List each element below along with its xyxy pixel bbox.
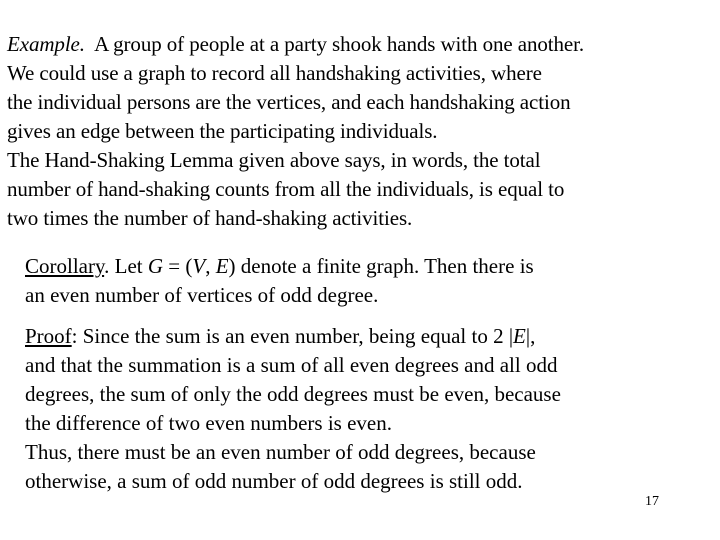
proof-line: otherwise, a sum of odd number of odd degrees is still odd. <box>25 469 523 493</box>
corollary-line: an even number of vertices of odd degree. <box>25 283 379 307</box>
var-e: E <box>513 324 526 348</box>
proof-text: : Since the sum is an even number, being equal to 2 | <box>71 324 514 348</box>
proof-text: |, <box>525 324 536 348</box>
proof-line: the difference of two even numbers is even. <box>25 411 392 435</box>
corollary-text: = ( <box>163 254 193 278</box>
proof-paragraph <box>25 322 715 496</box>
example-line: We could use a graph to record all handshaking activities, where <box>7 61 542 85</box>
page-number: 17 <box>645 494 659 509</box>
proof-line <box>25 322 715 351</box>
lemma-line: The Hand-Shaking Lemma given above says, in words, the total <box>7 148 541 172</box>
corollary-text: ) denote a finite graph. Then there is <box>228 254 534 278</box>
proof-line: degrees, the sum of only the odd degrees must be even, because <box>25 382 561 406</box>
example-line: the individual persons are the vertices, and each handshaking action <box>7 90 571 114</box>
lemma-line: two times the number of hand-shaking activities. <box>7 206 413 230</box>
corollary-label: Corollary <box>25 254 105 278</box>
example-label: Example. <box>7 32 85 56</box>
proof-line: Thus, there must be an even number of odd degrees, because <box>25 440 536 464</box>
var-g: G <box>147 254 164 278</box>
var-v: V <box>192 254 206 278</box>
corollary-text: . Let <box>104 254 148 278</box>
proof-label: Proof <box>25 324 72 348</box>
example-line: gives an edge between the participating individuals. <box>7 119 438 143</box>
corollary-paragraph <box>25 252 705 310</box>
corollary-line <box>25 252 705 281</box>
example-line <box>7 30 719 59</box>
corollary-text: , <box>205 254 216 278</box>
lemma-line: number of hand-shaking counts from all the individuals, is equal to <box>7 177 565 201</box>
proof-line: and that the summation is a sum of all even degrees and all odd <box>25 353 558 377</box>
example-text: A group of people at a party shook hands with one another. <box>94 32 585 56</box>
example-paragraph <box>7 30 719 233</box>
var-e: E <box>215 254 229 278</box>
